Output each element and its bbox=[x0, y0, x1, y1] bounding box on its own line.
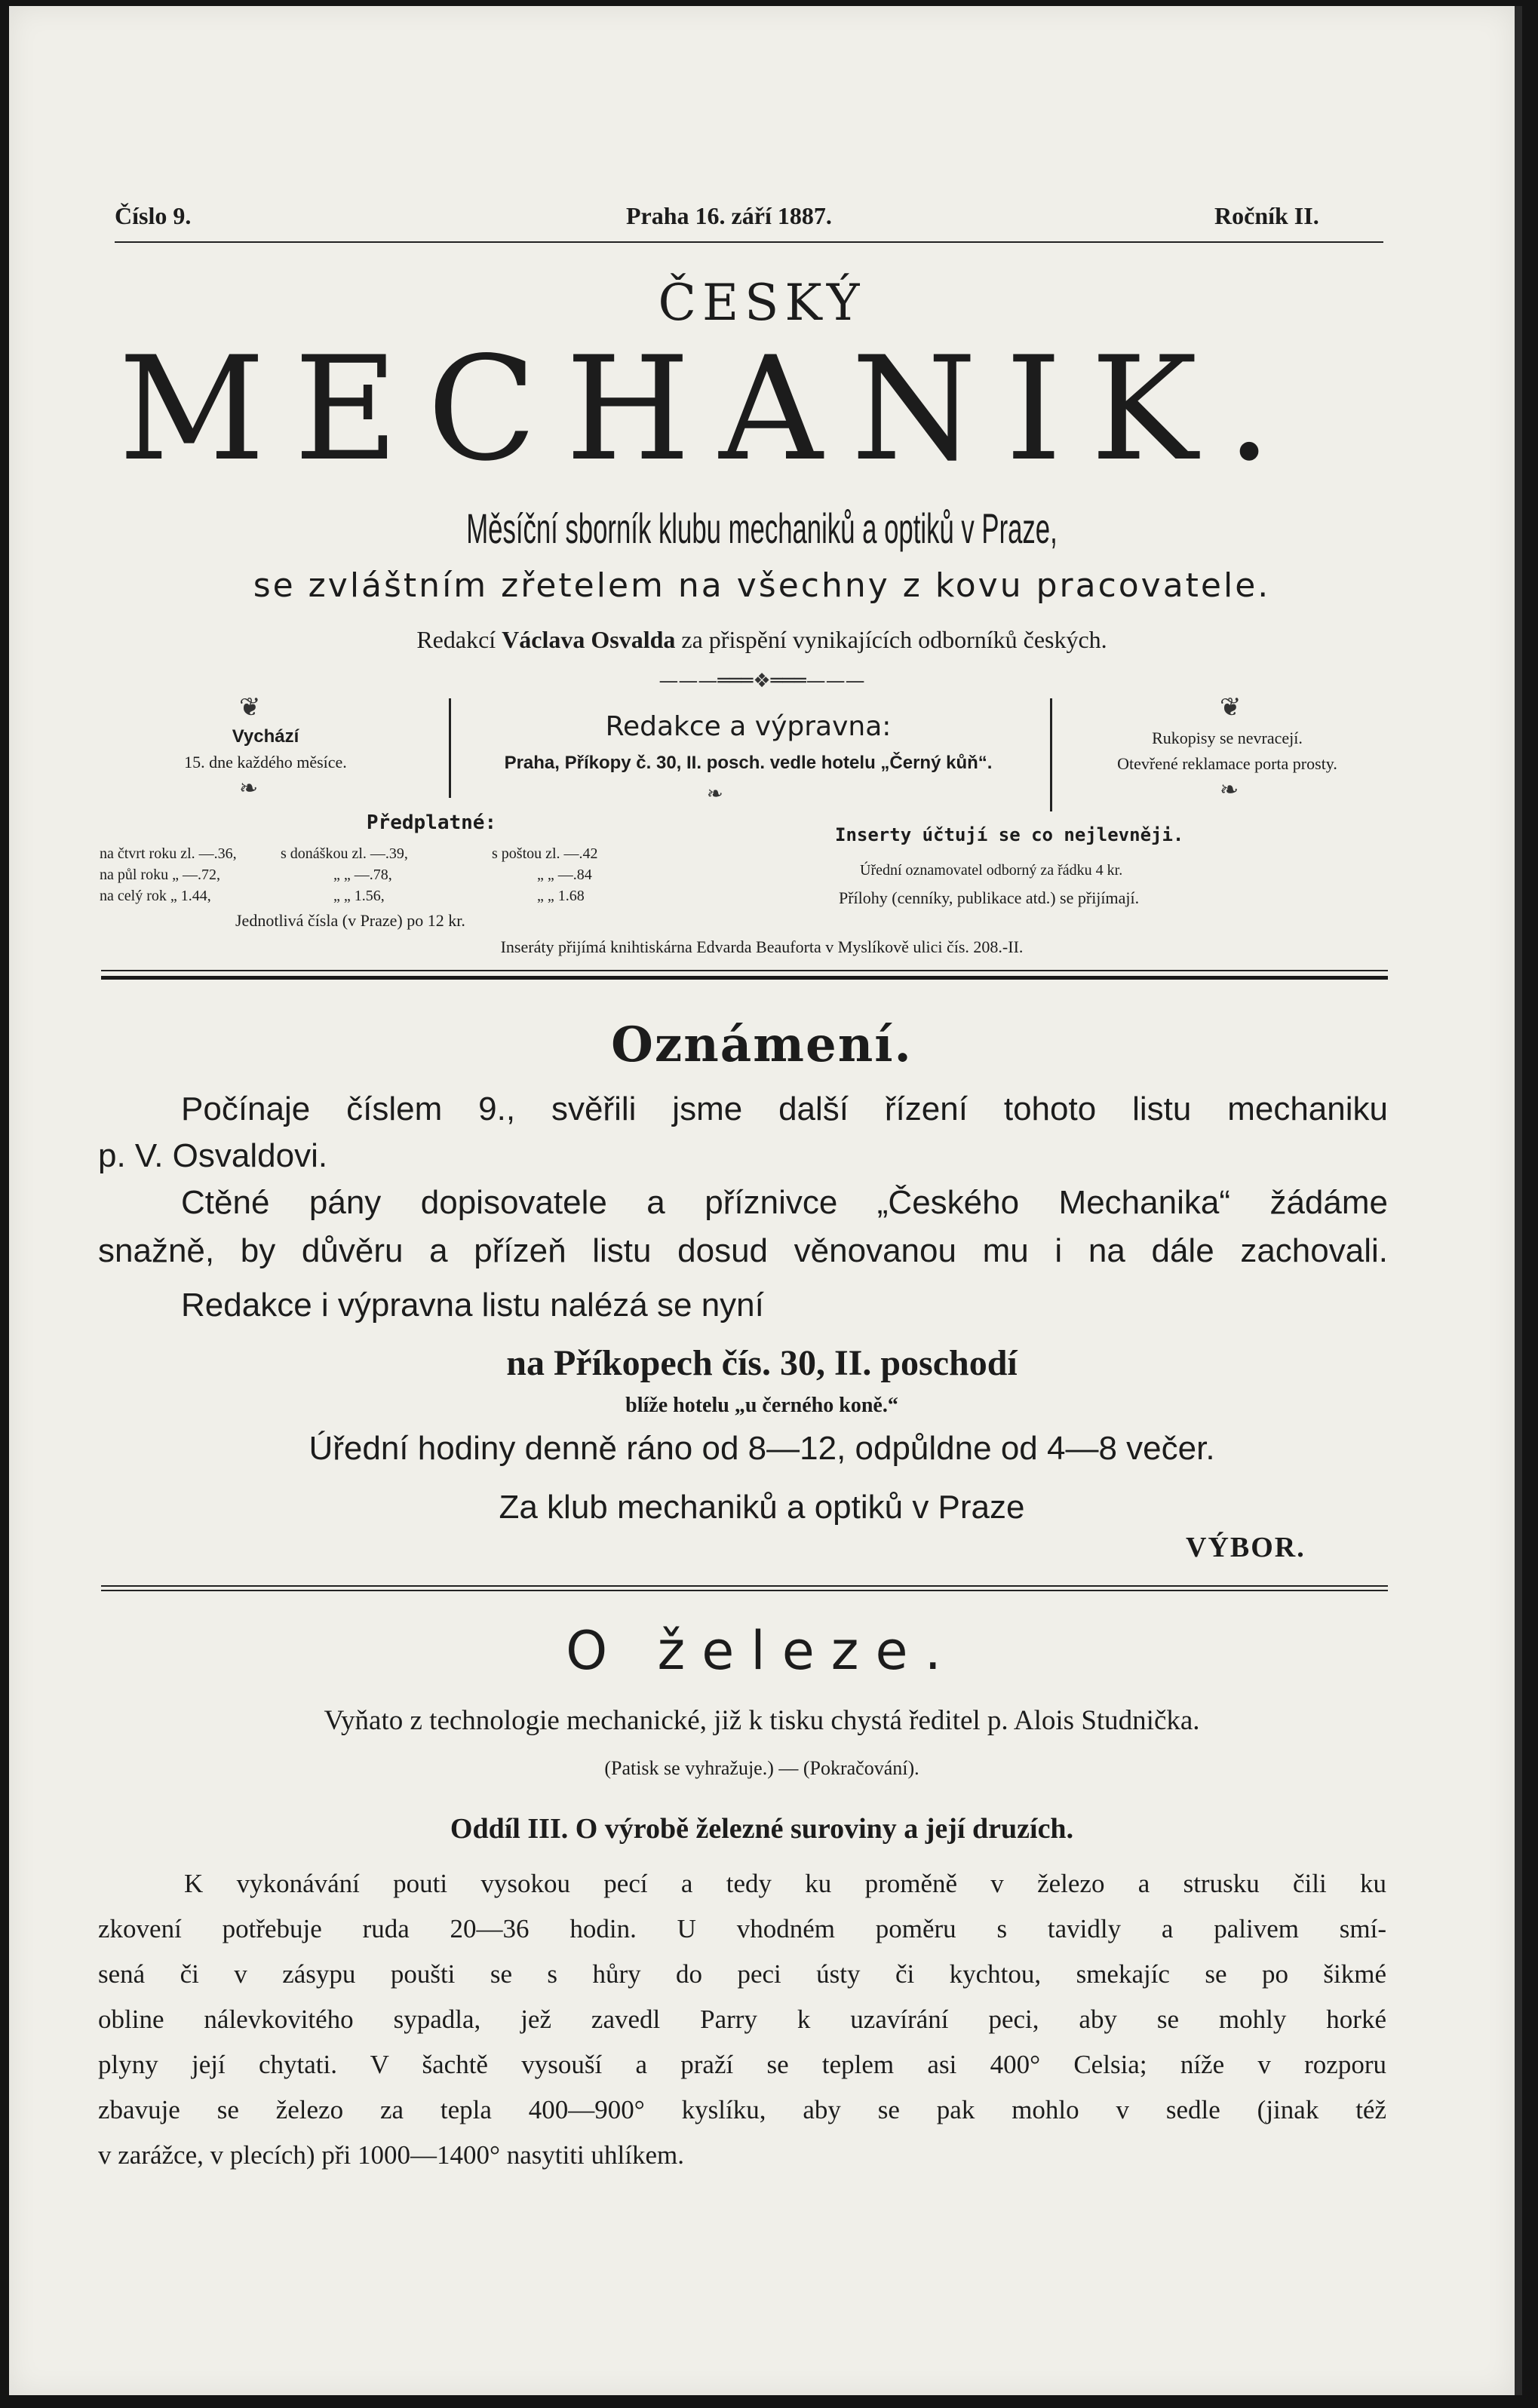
announcement-signature: VÝBOR. bbox=[1186, 1532, 1306, 1563]
article-note: (Patisk se vyhražuje.) — (Pokračování). bbox=[604, 1757, 919, 1779]
article-source: Vyňato z technologie mechanické, již k tisku chystá ředitel p. Alois Studnička. bbox=[324, 1705, 1200, 1736]
title-small: ČESKÝ bbox=[658, 274, 866, 332]
announcement-title: Oznámení. bbox=[611, 1017, 913, 1073]
announcement-near: blíže hotelu „u černého koně.“ bbox=[625, 1394, 898, 1417]
left-text: 15. dne každého měsíce. bbox=[184, 753, 347, 771]
fleuron-icon: ❦ bbox=[239, 692, 261, 722]
article-line: v zarážce, v plecích) při 1000—1400° nasytiti uhlíkem. bbox=[98, 2140, 684, 2170]
announcement-club: Za klub mechaniků a optiků v Praze bbox=[499, 1489, 1025, 1526]
fleuron-icon: ❧ bbox=[707, 783, 723, 805]
issue-number: Číslo 9. bbox=[115, 202, 192, 229]
subtitle-secondary: se zvláštním zřetelem na všechny z kovu pracovatele. bbox=[253, 566, 1271, 605]
volume-number: Ročník II. bbox=[1214, 202, 1319, 229]
subscription-title: Předplatné: bbox=[366, 811, 497, 834]
editor-suffix: za přispění vynikajících odborníků českých. bbox=[681, 626, 1107, 653]
inserts-line-1: Úřední oznamovatel odborný za řádku 4 kr. bbox=[860, 862, 1123, 879]
fleuron-icon: ❧ bbox=[239, 775, 259, 802]
right-line-1: Rukopisy se nevracejí. bbox=[1152, 729, 1303, 747]
article-section-heading: Oddíl III. O výrobě železné suroviny a její druzích. bbox=[450, 1813, 1074, 1845]
announcement-address: na Příkopech čís. 30, II. poschodí bbox=[506, 1343, 1018, 1383]
fleuron-icon: ❦ bbox=[1220, 692, 1242, 722]
center-text: Praha, Příkopy č. 30, II. posch. vedle hotelu „Černý kůň“. bbox=[504, 753, 993, 773]
subscription-row: na čtvrt roku zl. —.36, s donáškou zl. —.39, s poštou zl. —.42 bbox=[100, 845, 598, 862]
column-divider bbox=[1050, 698, 1052, 811]
divider-ornament-icon: ———═══❖═══——— bbox=[658, 670, 865, 692]
article-line: plyny její chytati. V šachtě vysouší a praží se teplem asi 400° Celsia; níže v rozporu bbox=[98, 2050, 1386, 2079]
double-rule-bottom bbox=[101, 976, 1388, 980]
subscription-table bbox=[100, 843, 748, 906]
announcement-p3: Redakce i výpravna listu nalézá se nyní bbox=[181, 1287, 764, 1324]
subtitle: Měsíční sborník klubu mechaniků a optiků v Praze, bbox=[466, 505, 1058, 552]
column-divider bbox=[449, 698, 451, 798]
article-line: sená či v zásypu poušti se s hůry do peci ústy či kychtou, smekajíc se po šikmé bbox=[98, 1959, 1386, 1989]
article-title: O železe. bbox=[566, 1620, 958, 1682]
editor-line bbox=[9, 626, 1515, 654]
title-large: MECHANIK. bbox=[118, 326, 1301, 492]
section-rule-top bbox=[101, 1585, 1388, 1587]
double-rule-top bbox=[101, 970, 1388, 971]
inserts-line-2: Přílohy (cenníky, publikace atd.) se přijímají. bbox=[839, 888, 1140, 907]
article-line: zbavuje se železo za tepla 400—900° kyslíku, aby se pak mohlo v sedle (jinak též bbox=[98, 2095, 1386, 2124]
announcement-p1b: p. V. Osvaldovi. bbox=[98, 1137, 328, 1174]
left-title: Vychází bbox=[232, 726, 299, 747]
article-line: zkovení potřebuje ruda 20—36 hodin. U vhodném poměru s tavidly a palivem smí- bbox=[98, 1914, 1386, 1943]
article-line: K vykonávání pouti vysokou pecí a tedy ku proměně v železo a strusku čili ku bbox=[184, 1869, 1386, 1898]
right-line-2: Otevřené reklamace porta prosty. bbox=[1117, 754, 1337, 773]
single-issue-price: Jednotlivá čísla (v Praze) po 12 kr. bbox=[235, 911, 465, 930]
subscription-row: na celý rok „ 1.44, „ „ 1.56, „ „ 1.68 bbox=[100, 888, 585, 904]
newspaper-page bbox=[9, 6, 1522, 2395]
center-title: Redakce a výpravna: bbox=[605, 711, 892, 742]
announcement-p2b: snažně, by důvěru a přízeň listu dosud věnovanou mu i na dále zachovali. bbox=[98, 1232, 1388, 1269]
inserts-note: Inseráty přijímá knihtiskárna Edvarda Beauforta v Myslíkově ulici čís. 208.-II. bbox=[500, 937, 1024, 956]
article-line: obline nálevkovitého sypadla, jež zavedl Parry k uzavírání peci, aby se mohly horké bbox=[98, 2005, 1386, 2034]
inserts-title: Inserty účtují se co nejlevněji. bbox=[835, 824, 1184, 845]
announcement-p1: Počínaje číslem 9., svěřili jsme další řízení tohoto listu mechaniku bbox=[181, 1091, 1388, 1127]
section-rule-bottom bbox=[101, 1590, 1388, 1591]
issue-date: Praha 16. září 1887. bbox=[626, 202, 832, 229]
header-rule bbox=[115, 241, 1383, 243]
fleuron-icon: ❧ bbox=[1220, 777, 1239, 803]
announcement-hours: Úřední hodiny denně ráno od 8—12, odpůldne od 4—8 večer. bbox=[309, 1430, 1215, 1467]
subscription-row: na půl roku „ —.72, „ „ —.78, „ „ —.84 bbox=[100, 867, 592, 883]
announcement-p2: Ctěné pány dopisovatele a příznivce „Českého Mechanika“ žádáme bbox=[181, 1184, 1388, 1221]
editor-name: Václava Osvalda bbox=[502, 626, 676, 653]
editor-prefix: Redakcí bbox=[416, 626, 496, 653]
